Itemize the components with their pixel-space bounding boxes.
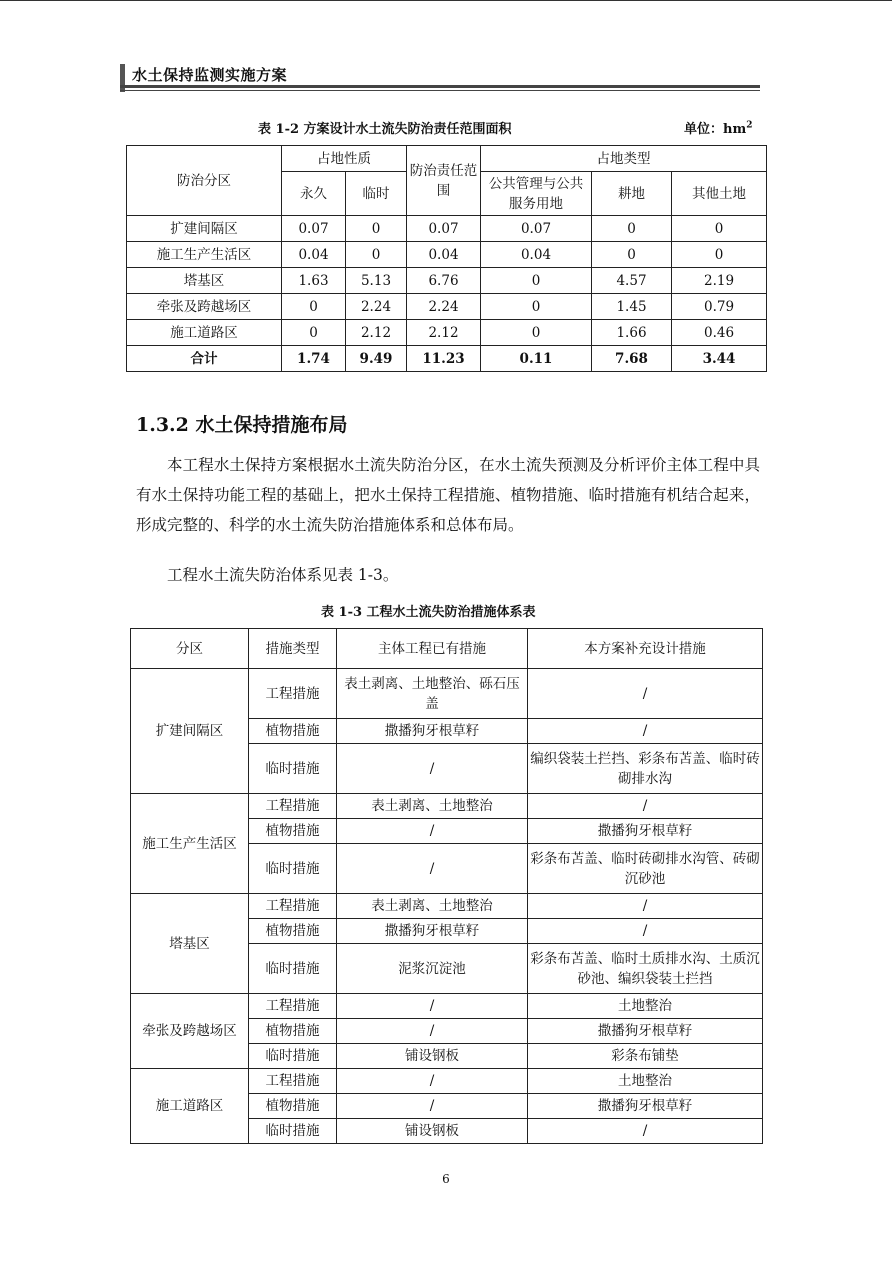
header-rule-thin bbox=[120, 90, 760, 91]
table-row bbox=[127, 242, 767, 268]
cell: 工程措施 bbox=[249, 994, 337, 1019]
table-1-2-unit bbox=[684, 118, 752, 137]
cell: 牵张及跨越场区 bbox=[127, 294, 282, 320]
unit-superscript: 2 bbox=[746, 120, 753, 131]
th-existing-measures: 主体工程已有措施 bbox=[337, 629, 528, 669]
section-heading: 1.3.2 水土保持措施布局 bbox=[136, 414, 348, 436]
table-row bbox=[131, 669, 763, 719]
table-1-3 bbox=[130, 628, 763, 1144]
th-scope: 防治责任范围 bbox=[407, 146, 481, 216]
cell: 0 bbox=[346, 216, 407, 242]
cell: / bbox=[528, 919, 763, 944]
table-row-total bbox=[127, 346, 767, 372]
cell: 2.12 bbox=[407, 320, 481, 346]
cell: 7.68 bbox=[592, 346, 672, 372]
table-row bbox=[127, 320, 767, 346]
cell: 0 bbox=[672, 242, 767, 268]
header-title: 水土保持监测实施方案 bbox=[132, 66, 288, 84]
cell: 临时措施 bbox=[249, 1119, 337, 1144]
th-zone: 防治分区 bbox=[127, 146, 282, 216]
cell: / bbox=[528, 894, 763, 919]
cell: 表土剥离、土地整治 bbox=[337, 894, 528, 919]
th-public-land: 公共管理与公共服务用地 bbox=[481, 172, 592, 216]
th-measure-type: 措施类型 bbox=[249, 629, 337, 669]
cell: 0 bbox=[346, 242, 407, 268]
cell: / bbox=[528, 1119, 763, 1144]
header-rule-thick bbox=[120, 85, 760, 88]
cell: 表土剥离、土地整治 bbox=[337, 794, 528, 819]
cell: 植物措施 bbox=[249, 1094, 337, 1119]
cell: 工程措施 bbox=[249, 894, 337, 919]
th-farmland: 耕地 bbox=[592, 172, 672, 216]
th-land-nature: 占地性质 bbox=[282, 146, 407, 172]
cell: 临时措施 bbox=[249, 1044, 337, 1069]
cell: 1.45 bbox=[592, 294, 672, 320]
cell: 土地整治 bbox=[528, 994, 763, 1019]
cell: 撒播狗牙根草籽 bbox=[528, 1019, 763, 1044]
th-other-land: 其他土地 bbox=[672, 172, 767, 216]
cell: 土地整治 bbox=[528, 1069, 763, 1094]
table-row bbox=[131, 994, 763, 1019]
cell: 4.57 bbox=[592, 268, 672, 294]
cell: 铺设钢板 bbox=[337, 1119, 528, 1144]
top-border-line bbox=[0, 0, 892, 1]
unit-text: 单位：hm bbox=[684, 122, 747, 137]
cell: / bbox=[528, 794, 763, 819]
th-land-type: 占地类型 bbox=[481, 146, 767, 172]
cell: 0 bbox=[481, 320, 592, 346]
body-paragraph: 本工程水土保持方案根据水土流失防治分区，在水土流失预测及分析评价主体工程中具有水土保持功能工程的基础上，把水土保持工程措施、植物措施、临时措施有机结合起来，形成完整的、科学的水土流失防治措施体系和总体布局。 bbox=[136, 456, 760, 534]
cell: 泥浆沉淀池 bbox=[337, 944, 528, 994]
cell: 植物措施 bbox=[249, 719, 337, 744]
cell: 铺设钢板 bbox=[337, 1044, 528, 1069]
cell: 0.46 bbox=[672, 320, 767, 346]
cell: 临时措施 bbox=[249, 944, 337, 994]
cell: 表土剥离、土地整治、砾石压盖 bbox=[337, 669, 528, 719]
cell: / bbox=[528, 669, 763, 719]
cell: 编织袋装土拦挡、彩条布苫盖、临时砖砌排水沟 bbox=[528, 744, 763, 794]
zone-cell: 扩建间隔区 bbox=[131, 669, 249, 794]
cell: 0.79 bbox=[672, 294, 767, 320]
table-row bbox=[127, 294, 767, 320]
cell: 撒播狗牙根草籽 bbox=[337, 719, 528, 744]
cell: 合计 bbox=[127, 346, 282, 372]
cell: 0.07 bbox=[282, 216, 346, 242]
cell: 施工生产生活区 bbox=[127, 242, 282, 268]
body-paragraph-reference: 工程水土流失防治体系见表 1-3。 bbox=[167, 566, 399, 584]
th-supplementary-measures: 本方案补充设计措施 bbox=[528, 629, 763, 669]
cell: / bbox=[337, 844, 528, 894]
cell: 0 bbox=[481, 294, 592, 320]
cell: 塔基区 bbox=[127, 268, 282, 294]
cell: 0 bbox=[592, 242, 672, 268]
cell: 撒播狗牙根草籽 bbox=[528, 819, 763, 844]
cell: 撒播狗牙根草籽 bbox=[528, 1094, 763, 1119]
cell: 临时措施 bbox=[249, 844, 337, 894]
cell: 扩建间隔区 bbox=[127, 216, 282, 242]
cell: 植物措施 bbox=[249, 819, 337, 844]
zone-cell: 牵张及跨越场区 bbox=[131, 994, 249, 1069]
zone-cell: 塔基区 bbox=[131, 894, 249, 994]
table-1-2-caption: 表 1-2 方案设计水土流失防治责任范围面积 bbox=[258, 122, 512, 137]
cell: 0.11 bbox=[481, 346, 592, 372]
zone-cell: 施工生产生活区 bbox=[131, 794, 249, 894]
cell: 1.63 bbox=[282, 268, 346, 294]
table-row bbox=[131, 1069, 763, 1094]
cell: / bbox=[337, 1069, 528, 1094]
cell: / bbox=[337, 1094, 528, 1119]
cell: / bbox=[337, 1019, 528, 1044]
cell: 0.04 bbox=[407, 242, 481, 268]
table-row bbox=[131, 894, 763, 919]
cell: 0 bbox=[481, 268, 592, 294]
table-1-2 bbox=[126, 145, 767, 372]
cell: 0 bbox=[672, 216, 767, 242]
cell: 1.74 bbox=[282, 346, 346, 372]
cell: 植物措施 bbox=[249, 919, 337, 944]
cell: 0.04 bbox=[282, 242, 346, 268]
cell: / bbox=[337, 819, 528, 844]
cell: 工程措施 bbox=[249, 794, 337, 819]
zone-cell: 施工道路区 bbox=[131, 1069, 249, 1144]
running-header bbox=[120, 62, 760, 94]
cell: 9.49 bbox=[346, 346, 407, 372]
cell: / bbox=[337, 994, 528, 1019]
cell: 临时措施 bbox=[249, 744, 337, 794]
th-temporary: 临时 bbox=[346, 172, 407, 216]
cell: 彩条布苫盖、临时砖砌排水沟管、砖砌沉砂池 bbox=[528, 844, 763, 894]
cell: 撒播狗牙根草籽 bbox=[337, 919, 528, 944]
cell: 施工道路区 bbox=[127, 320, 282, 346]
cell: 工程措施 bbox=[249, 1069, 337, 1094]
cell: 0 bbox=[282, 294, 346, 320]
cell: 2.24 bbox=[407, 294, 481, 320]
cell: 0 bbox=[282, 320, 346, 346]
cell: 1.66 bbox=[592, 320, 672, 346]
cell: 3.44 bbox=[672, 346, 767, 372]
cell: 0.04 bbox=[481, 242, 592, 268]
page-number: 6 bbox=[442, 1172, 450, 1186]
cell: 2.19 bbox=[672, 268, 767, 294]
cell: / bbox=[337, 744, 528, 794]
table-1-3-caption: 表 1-3 工程水土流失防治措施体系表 bbox=[321, 605, 536, 620]
cell: 2.24 bbox=[346, 294, 407, 320]
cell: 彩条布苫盖、临时土质排水沟、土质沉砂池、编织袋装土拦挡 bbox=[528, 944, 763, 994]
cell: 0 bbox=[592, 216, 672, 242]
table-row bbox=[127, 268, 767, 294]
table-row bbox=[127, 216, 767, 242]
th-zone: 分区 bbox=[131, 629, 249, 669]
cell: 11.23 bbox=[407, 346, 481, 372]
cell: 2.12 bbox=[346, 320, 407, 346]
cell: 0.07 bbox=[481, 216, 592, 242]
cell: 工程措施 bbox=[249, 669, 337, 719]
table-row bbox=[131, 794, 763, 819]
cell: 植物措施 bbox=[249, 1019, 337, 1044]
cell: 5.13 bbox=[346, 268, 407, 294]
cell: 6.76 bbox=[407, 268, 481, 294]
cell: 0.07 bbox=[407, 216, 481, 242]
cell: 彩条布铺垫 bbox=[528, 1044, 763, 1069]
cell: / bbox=[528, 719, 763, 744]
th-permanent: 永久 bbox=[282, 172, 346, 216]
